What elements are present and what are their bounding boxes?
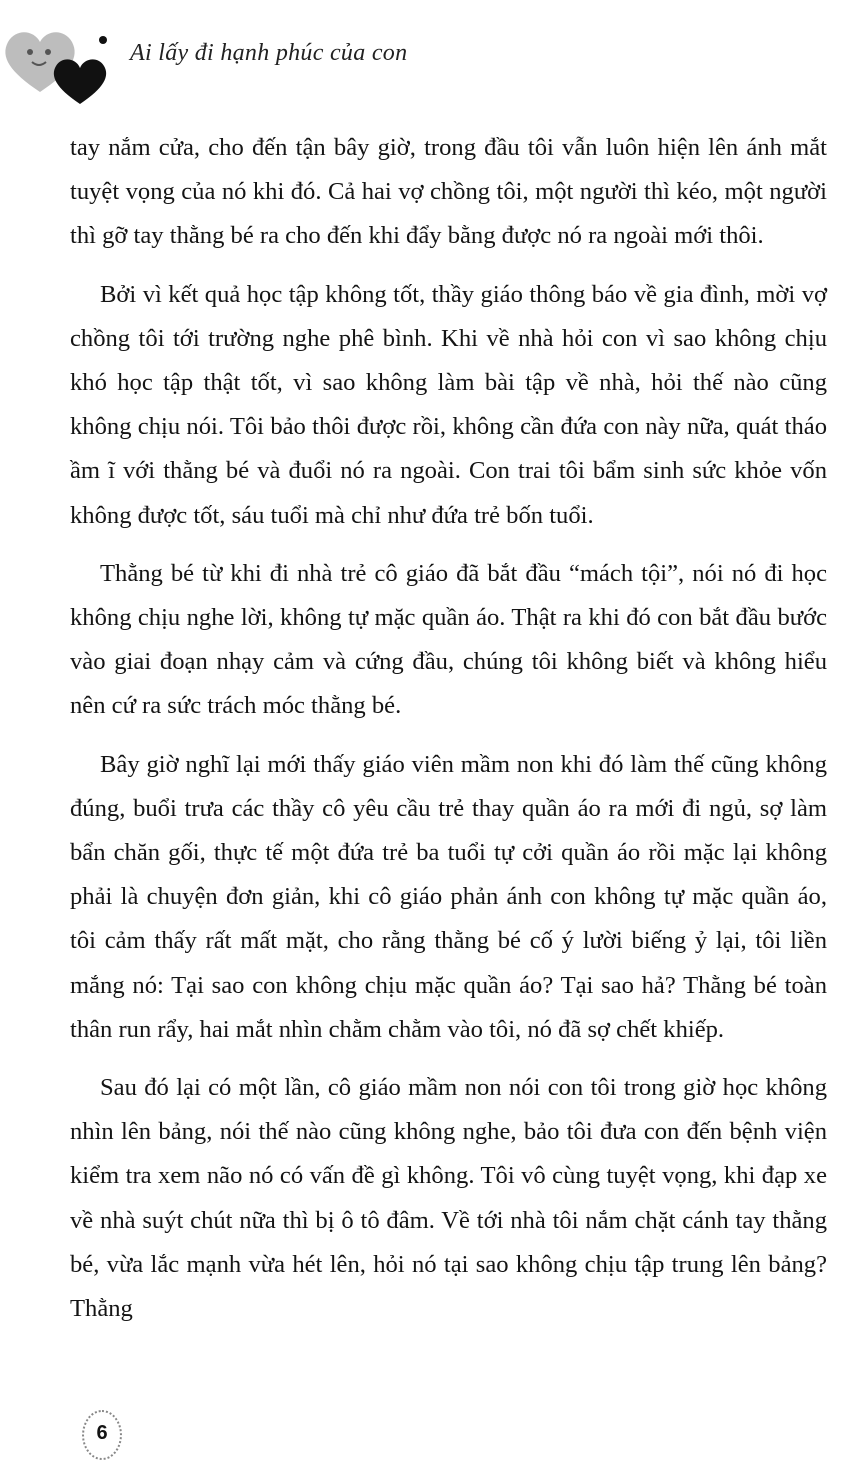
running-header-title: Ai lấy đi hạnh phúc của con: [130, 40, 408, 66]
paragraph: tay nắm cửa, cho đến tận bây giờ, trong đầu tôi vẫn luôn hiện lên ánh mắt tuyệt vọng của nó khi đó. Cả hai vợ chồng tôi, một người thì kéo, một người thì gỡ tay thằng bé ra cho đến khi đẩy bằng được nó ra ngoài mới thôi.: [70, 134, 827, 250]
page-header: [0, 0, 864, 110]
body-text: [70, 126, 827, 1345]
page-number-label: 6: [96, 1422, 108, 1444]
paragraph: Sau đó lại có một lần, cô giáo mầm non nói con tôi trong giờ học không nhìn lên bảng, nói thế nào cũng không nghe, bảo tôi đưa con đến bệnh viện kiểm tra xem não nó có vấn đề gì không. Tôi vô cùng tuyệt vọng, khi đạp xe về nhà suýt chút nữa thì bị ô tô đâm. Về tới nhà tôi nắm chặt cánh tay thằng bé, vừa lắc mạnh vừa hét lên, hỏi nó tại sao không chịu tập trung lên bảng? Thằng: [70, 1074, 827, 1323]
paragraph: Thằng bé từ khi đi nhà trẻ cô giáo đã bắt đầu “mách tội”, nói nó đi học không chịu nghe lời, không tự mặc quần áo. Thật ra khi đó con bắt đầu bước vào giai đoạn nhạy cảm và cứng đầu, chúng tôi không biết và không hiểu nên cứ ra sức trách móc thằng bé.: [70, 559, 827, 720]
paragraph: Bởi vì kết quả học tập không tốt, thầy giáo thông báo về gia đình, mời vợ chồng tôi tới trường nghe phê bình. Khi về nhà hỏi con vì sao không chịu khó học tập thật tốt, vì sao không làm bài tập về nhà, hỏi thế nào cũng không chịu nói. Tôi bảo thôi được rồi, không cần đứa con này nữa, quát tháo ầm ĩ với thằng bé và đuổi nó ra ngoài. Con trai tôi bẩm sinh sức khỏe vốn không được tốt, sáu tuổi mà chỉ như đứa trẻ bốn tuổi.: [70, 280, 827, 529]
hearts-icon: [0, 12, 120, 108]
paragraph: Bây giờ nghĩ lại mới thấy giáo viên mầm non khi đó làm thế cũng không đúng, buổi trưa các thầy cô yêu cầu trẻ thay quần áo ra mới đi ngủ, sợ làm bẩn chăn gối, thực tế một đứa trẻ ba tuổi tự cởi quần áo rồi mặc lại không phải là chuyện đơn giản, khi cô giáo phản ánh con không tự mặc quần áo, tôi cảm thấy rất mất mặt, cho rằng thằng bé cố ý lười biếng ỷ lại, tôi liền mắng nó: Tại sao con không chịu mặc quần áo? Tại sao hả? Thằng bé toàn thân run rẩy, hai mắt nhìn chằm chằm vào tôi, nó đã sợ chết khiếp.: [70, 750, 827, 1043]
page-number: [82, 1410, 122, 1460]
